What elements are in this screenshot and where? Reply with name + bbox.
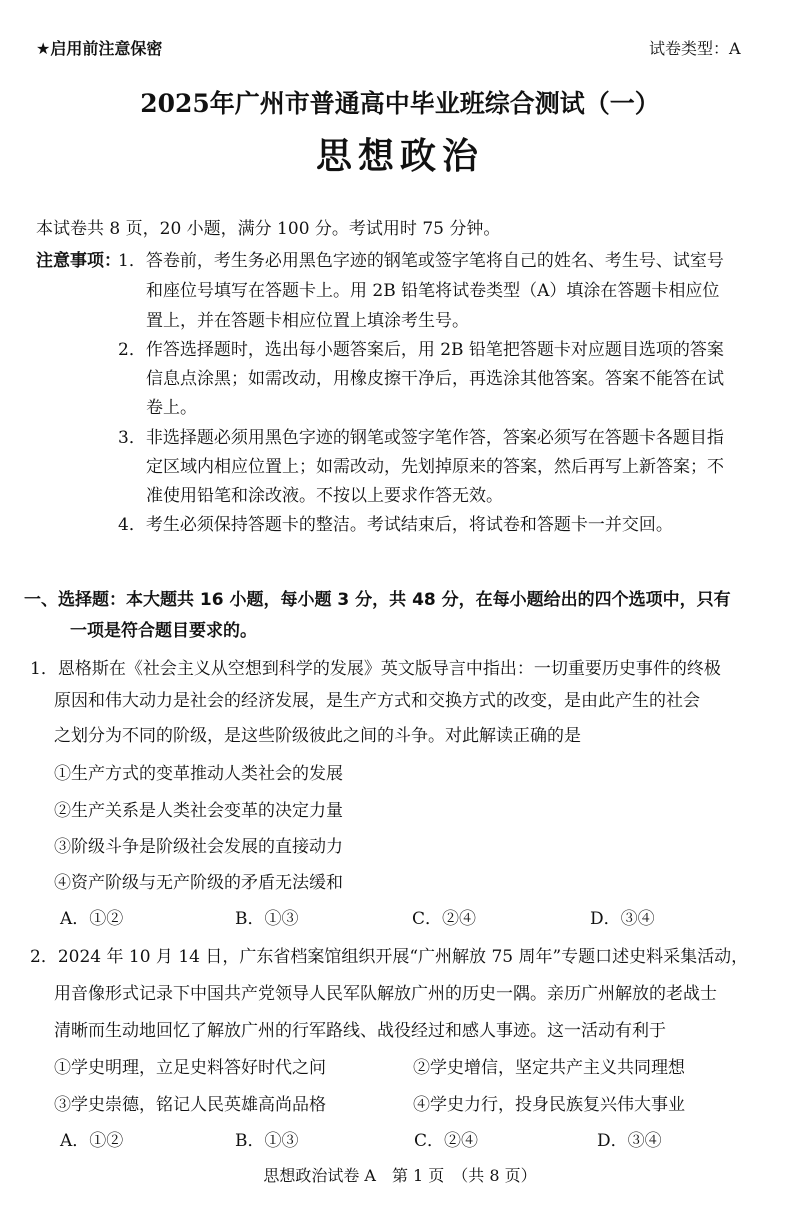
q1-option-c: C．②④ <box>412 909 477 929</box>
q1-stem-line: 之划分为不同的阶级，是这些阶级彼此之间的斗争。对此解读正确的是 <box>54 726 581 746</box>
q2-statement: ④学史力行，投身民族复兴伟大事业 <box>413 1095 685 1115</box>
section-heading-cont: 一项是符合题目要求的。 <box>70 621 257 641</box>
notice-line: 准使用铅笔和涂改液。不按以上要求作答无效。 <box>146 486 503 506</box>
q1-statement: ①生产方式的变革推动人类社会的发展 <box>54 764 343 784</box>
section-heading: 一、选择题：本大题共 16 小题，每小题 3 分，共 48 分，在每小题给出的四个选项中，只有 <box>24 590 731 610</box>
page-footer: 思想政治试卷 A 第 1 页 （共 8 页） <box>263 1166 537 1185</box>
q2-option-c: C．②④ <box>414 1131 479 1151</box>
exam-title: 2025年广州市普通高中毕业班综合测试（一） <box>140 89 660 118</box>
q1-option-d: D．③④ <box>590 909 655 929</box>
q1-option-b: B．①③ <box>235 909 299 929</box>
notice-line: 4．考生必须保持答题卡的整洁。考试结束后，将试卷和答题卡一并交回。 <box>118 515 673 535</box>
q2-statement: ①学史明理，立足史料答好时代之问 <box>54 1058 326 1078</box>
q2-option-b: B．①③ <box>235 1131 299 1151</box>
q2-statement: ②学史增信，坚定共产主义共同理想 <box>413 1058 685 1078</box>
q1-stem-line: 1．恩格斯在《社会主义从空想到科学的发展》英文版导言中指出：一切重要历史事件的终极 <box>30 659 721 679</box>
q1-option-a: A．①② <box>60 909 124 929</box>
subject-title: 思想政治 <box>315 136 484 177</box>
notice-line: 1．答卷前，考生务必用黑色字迹的钢笔或签字笔将自己的姓名、考生号、试室号 <box>118 251 724 271</box>
q2-stem-line: 清晰而生动地回忆了解放广州的行军路线、战役经过和感人事迹。这一活动有利于 <box>54 1021 666 1041</box>
notice-line: 3．非选择题必须用黑色字迹的钢笔或签字笔作答，答案必须写在答题卡各题目指 <box>118 428 724 448</box>
q2-option-d: D．③④ <box>597 1131 662 1151</box>
q1-statement: ④资产阶级与无产阶级的矛盾无法缓和 <box>54 873 343 893</box>
q2-option-a: A．①② <box>60 1131 124 1151</box>
q1-stem-line: 原因和伟大动力是社会的经济发展，是生产方式和交换方式的改变，是由此产生的社会 <box>54 691 700 711</box>
q1-statement: ③阶级斗争是阶级社会发展的直接动力 <box>54 837 343 857</box>
q2-statement: ③学史崇德，铭记人民英雄高尚品格 <box>54 1095 326 1115</box>
confidential-notice: ★启用前注意保密 <box>36 39 163 58</box>
notice-line: 定区域内相应位置上；如需改动，先划掉原来的答案，然后再写上新答案；不 <box>146 457 724 477</box>
q1-statement: ②生产关系是人类社会变革的决定力量 <box>54 801 343 821</box>
q2-stem-line: 用音像形式记录下中国共产党领导人民军队解放广州的历史一隅。亲历广州解放的老战士 <box>54 984 717 1004</box>
paper-type-label: 试卷类型：A <box>649 39 741 58</box>
notice-line: 和座位号填写在答题卡上。用 2B 铅笔将试卷类型（A）填涂在答题卡相应位 <box>146 281 720 301</box>
notice-line: 信息点涂黑；如需改动，用橡皮擦干净后，再选涂其他答案。答案不能答在试 <box>146 369 724 389</box>
notice-line: 置上，并在答题卡相应位置上填涂考生号。 <box>146 311 469 331</box>
notice-line: 2．作答选择题时，选出每小题答案后，用 2B 铅笔把答题卡对应题目选项的答案 <box>118 340 724 360</box>
q2-stem-line: 2．2024 年 10 月 14 日，广东省档案馆组织开展“广州解放 75 周年”专题口述史料采集活动， <box>30 947 749 967</box>
notice-line: 卷上。 <box>146 398 197 418</box>
exam-summary: 本试卷共 8 页，20 小题，满分 100 分。考试用时 75 分钟。 <box>36 219 501 239</box>
notice-label: 注意事项： <box>36 251 121 271</box>
